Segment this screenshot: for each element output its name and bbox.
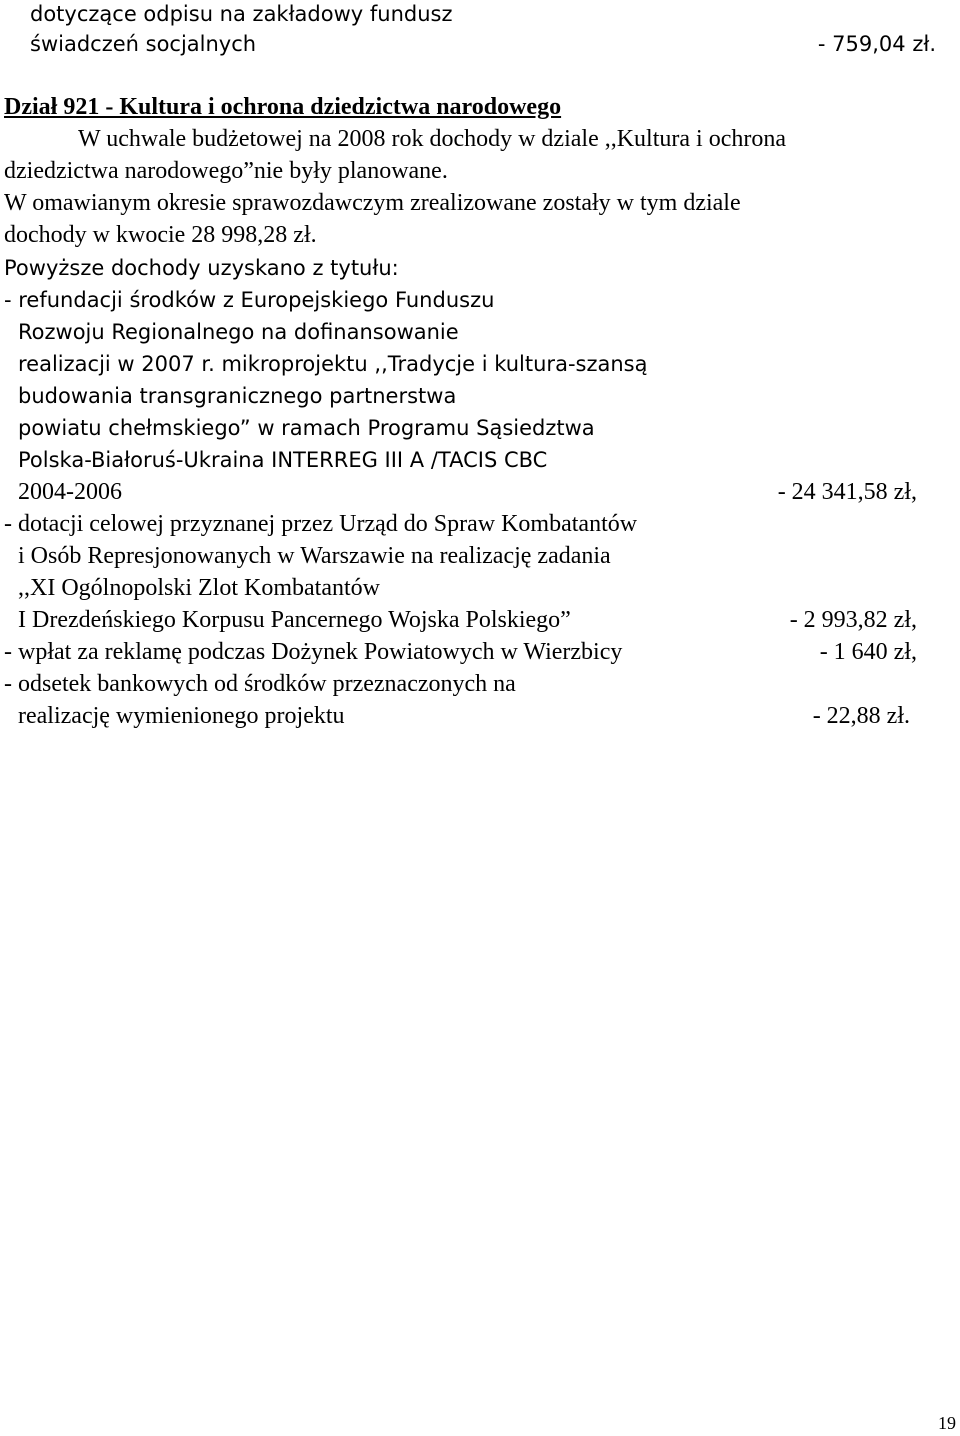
amount: - 2 993,82 zł, bbox=[789, 607, 917, 633]
text-line: dziedzictwa narodowego”nie były planowane. bbox=[4, 158, 448, 184]
amount: - 22,88 zł. bbox=[812, 703, 910, 729]
list-item: - odsetek bankowych od środków przeznaczonych na bbox=[4, 671, 516, 697]
amount: - 759,04 zł. bbox=[817, 32, 936, 56]
text-line: budowania transgranicznego partnerstwa bbox=[18, 384, 457, 408]
list-item: - dotacji celowej przyznanej przez Urząd do Spraw Kombatantów bbox=[4, 511, 638, 537]
amount: - 1 640 zł, bbox=[819, 639, 917, 665]
text-line: realizację wymienionego projektu bbox=[18, 703, 345, 729]
text-line: 2004-2006 bbox=[18, 479, 122, 505]
text-line: i Osób Represjonowanych w Warszawie na realizację zadania bbox=[18, 543, 611, 569]
text-line: dotyczące odpisu na zakładowy fundusz bbox=[30, 2, 453, 26]
text-line: Rozwoju Regionalnego na dofinansowanie bbox=[18, 320, 459, 344]
text-line: ,,XI Ogólnopolski Zlot Kombatantów bbox=[18, 575, 380, 601]
list-item: - wpłat za reklamę podczas Dożynek Powiatowych w Wierzbicy bbox=[4, 639, 623, 665]
text-line: powiatu chełmskiego” w ramach Programu Sąsiedztwa bbox=[18, 416, 595, 440]
text-line: Polska-Białoruś-Ukraina INTERREG III A /TACIS CBC bbox=[18, 448, 548, 472]
list-item: - refundacji środków z Europejskiego Funduszu bbox=[4, 288, 495, 312]
text-line: W omawianym okresie sprawozdawczym zrealizowane zostały w tym dziale bbox=[4, 190, 741, 216]
text-line: realizacji w 2007 r. mikroprojektu ,,Tradycje i kultura-szansą bbox=[18, 352, 648, 376]
text-line: I Drezdeńskiego Korpusu Pancernego Wojska Polskiego” bbox=[18, 607, 571, 633]
section-heading: Dział 921 - Kultura i ochrona dziedzictwa narodowego bbox=[4, 94, 562, 120]
amount: - 24 341,58 zł, bbox=[777, 479, 917, 505]
text-line: Powyższe dochody uzyskano z tytułu: bbox=[4, 256, 399, 280]
page-number: 19 bbox=[938, 1413, 956, 1433]
text-line: dochody w kwocie 28 998,28 zł. bbox=[4, 222, 317, 248]
text-line: świadczeń socjalnych bbox=[30, 32, 257, 56]
text-line: W uchwale budżetowej na 2008 rok dochody w dziale ,,Kultura i ochrona bbox=[78, 126, 786, 152]
